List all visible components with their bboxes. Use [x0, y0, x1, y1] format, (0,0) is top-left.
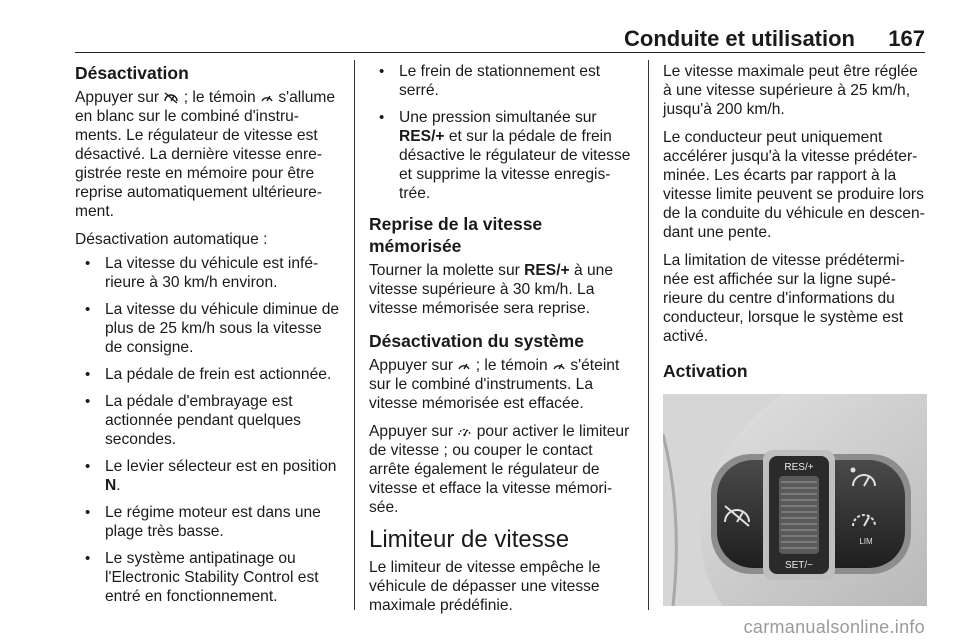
chapter-title: Conduite et utilisation	[624, 26, 855, 51]
column-divider	[354, 60, 355, 610]
paragraph: Le vitesse maximale peut être réglée à une vitesse supérieure à 25 km/h, jusqu'à 200 km/h.	[663, 63, 918, 118]
paragraph: Le conducteur peut uniquement accélérer jusqu'à la vitesse prédéter-minée. Les écarts par rapport à la vitesse limite peuvent se produire lors de la conduite du véhicule en descen-dant une pente.	[663, 129, 925, 241]
text: s'éteint sur le combiné d'instruments. La vitesse mémorisée est effacée.	[369, 357, 620, 412]
text: Appuyer sur	[369, 423, 458, 440]
list-item: • Le régime moteur est dans une plage très basse.	[75, 503, 343, 541]
text: Appuyer sur	[369, 357, 458, 374]
text: ; le témoin	[179, 89, 261, 106]
res-button-label: RES/+	[784, 462, 814, 473]
auto-intro: Désactivation automatique :	[75, 231, 268, 248]
res-label: RES/+	[399, 128, 445, 145]
list-item: • Le frein de stationnement est serré.	[369, 62, 635, 100]
heading-desactivation-systeme: Désactivation du système	[369, 331, 584, 351]
text: à une vitesse supérieure à 30 km/h. La vitesse mémorisée sera reprise.	[369, 262, 614, 317]
page-number: 167	[888, 26, 925, 51]
text: pour activer le limiteur de vitesse ; ou couper le contact arrête également le régulateur de vitesse et efface la vitesse mémori-sée.	[369, 423, 630, 516]
paragraph	[369, 422, 635, 517]
heading-activation: Activation	[663, 361, 748, 381]
lim-label: LIM	[859, 537, 873, 546]
cruise-off-icon	[163, 91, 179, 104]
page-header	[75, 22, 925, 52]
list-item: • La vitesse du véhicule est infé-rieure à 30 km/h environ.	[75, 254, 343, 292]
column-3	[663, 62, 929, 611]
text: Tourner la molette sur	[369, 262, 525, 279]
text: Une pression simultanée sur	[399, 109, 597, 126]
list-item	[75, 457, 343, 495]
list-item: • La pédale de frein est actionnée.	[75, 365, 343, 384]
header-rule	[75, 52, 925, 53]
gear-position: N	[105, 477, 117, 494]
res-label: RES/+	[524, 262, 570, 279]
cruise-control-icon	[457, 359, 471, 372]
auto-deactivation-list	[75, 254, 343, 606]
heading-desactivation: Désactivation	[75, 63, 189, 83]
list-item	[369, 108, 635, 203]
list-item: • Le système antipatinage ou l'Electronic Stability Control est entré en fonctionnement.	[75, 549, 343, 606]
column-divider	[648, 60, 649, 610]
paragraph: Le limiteur de vitesse empêche le véhicule de dépasser une vitesse maximale prédéfinie.	[369, 559, 601, 614]
watermark: carmanualsonline.info	[743, 617, 925, 637]
column-1	[75, 62, 343, 614]
speed-limiter-icon	[457, 424, 472, 438]
paragraph	[369, 261, 635, 318]
list-item: • La pédale d'embrayage est actionnée pendant quelques secondes.	[75, 392, 343, 449]
text: Le levier sélecteur est en position	[105, 458, 337, 475]
text: ; le témoin	[471, 357, 553, 374]
paragraph	[75, 88, 343, 221]
heading-limiteur: Limiteur de vitesse	[369, 526, 570, 553]
text: et sur la pédale de frein désactive le régulateur de vitesse et supprime la vitesse enregis-trée.	[399, 128, 631, 202]
paragraph: La limitation de vitesse prédétermi-née est affichée sur la ligne supé-rieure du centre d'informations du conducteur, lorsque le système est activé.	[663, 252, 905, 345]
list-item: • La vitesse du véhicule diminue de plus de 25 km/h sous la vitesse de consigne.	[75, 300, 343, 357]
list-continued	[369, 62, 635, 203]
column-2	[369, 62, 635, 624]
cruise-control-icon	[260, 91, 274, 104]
heading-reprise: Reprise de la vitesse mémorisée	[369, 214, 543, 256]
text: Appuyer sur	[75, 89, 164, 106]
paragraph	[369, 356, 635, 413]
set-button-label: SET/−	[784, 560, 814, 571]
steering-wheel-controls-photo	[663, 394, 927, 606]
text: s'allume en blanc sur le combiné d'instru-ments. Le régulateur de vitesse est désactivé. La dernière vitesse enre-gistrée reste en mémoire pour être reprise automatiquement ultérieure-ment.	[75, 89, 336, 220]
text: .	[116, 477, 121, 494]
cruise-control-icon	[552, 359, 566, 372]
